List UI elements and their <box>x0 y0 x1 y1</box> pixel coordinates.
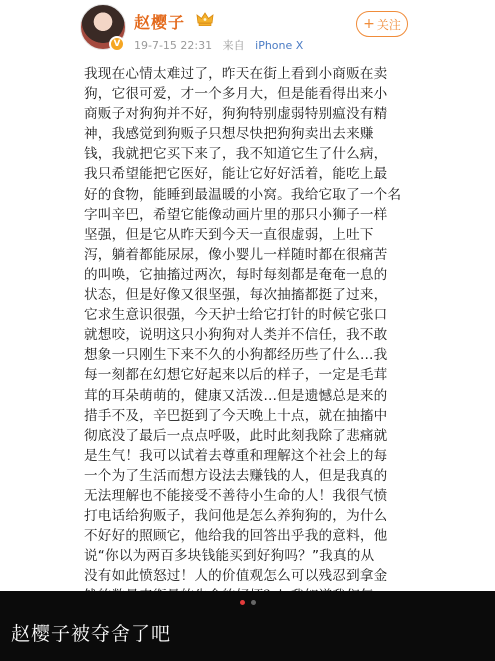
follow-button[interactable] <box>356 11 408 37</box>
post-header <box>0 0 495 62</box>
caption-text: 赵樱子被夺舍了吧 <box>11 623 172 645</box>
post-device[interactable]: iPhone X <box>255 39 304 52</box>
post-body-line: 我只希望能把它医好，能让它好好活着，能吃上最 <box>84 166 388 183</box>
post-body-line: 茸的耳朵萌萌的，健康又活泼…但是遗憾总是来的 <box>84 387 388 404</box>
post-body-line: 说“你以为两百多块钱能买到好狗吗？”我真的从 <box>84 548 375 565</box>
post-timestamp: 19-7-15 22:31 <box>134 39 213 52</box>
post-body-line: 措手不及，辛巴挺到了今天晚上十点，就在抽搐中 <box>84 407 388 424</box>
post-body-line: 每一刻都在幻想它好起来以后的样子，一定是毛茸 <box>84 367 388 384</box>
post-body-line: 神，我感觉到狗贩子只想尽快把狗狗卖出去来赚 <box>84 126 374 143</box>
plus-icon: + <box>363 16 375 32</box>
crown-icon <box>196 11 214 27</box>
post-body-line: 我现在心情太难过了，昨天在街上看到小商贩在卖 <box>84 66 388 82</box>
post-body-line: 彻底没了最后一点点呼吸，此时此刻我除了悲痛就 <box>84 427 388 444</box>
post-body-line: 的叫唤，它抽搐过两次，每时每刻都是奄奄一息的 <box>84 266 388 283</box>
verified-badge-mark: V <box>113 39 121 49</box>
post-body-line: 状态，但是好像又很坚强，每次抽搐都挺了过来， <box>84 287 388 304</box>
post-body <box>84 64 414 607</box>
post-body-line: 不好好的照顾它，他给我的回答出乎我的意料，他 <box>84 528 388 545</box>
post-body-line: 商贩子对狗狗并不好，狗狗特别虚弱特别瘟没有精 <box>84 106 388 123</box>
follow-label: 关注 <box>376 17 401 32</box>
post-body-line: 好的食物，能睡到最温暖的小窝。我给它取了一个名 <box>84 186 402 203</box>
pagination-dot-active[interactable] <box>240 600 245 605</box>
post-body-line: 是生气！我可以试着去尊重和理解这个社会上的每 <box>84 447 388 464</box>
post-body-line: 没有如此愤怒过！人的价值观怎么可以残忍到拿金 <box>84 568 388 585</box>
post-body-line: 想象一只刚生下来不久的小狗都经历些了什么…我 <box>84 347 388 364</box>
pagination-dots <box>0 600 495 605</box>
post-body-line: 泻，躺着都能尿尿，像小婴儿一样随时都在很痛苦 <box>84 246 388 263</box>
post-body-line: 坚强，但是它从昨天到今天一直很虚弱，上吐下 <box>84 226 374 243</box>
post-body-line: 无法理解也不能接受不善待小生命的人！我很气愤 <box>84 487 388 504</box>
post-body-line: 字叫辛巴，希望它能像动画片里的那只小狮子一样 <box>84 206 388 223</box>
post-meta <box>134 37 303 53</box>
caption-bar <box>0 591 495 661</box>
post-body-line: 钱，我就把它买下来了，我不知道它生了什么病， <box>84 146 388 163</box>
username[interactable]: 赵樱子 <box>134 13 186 32</box>
verified-badge-icon <box>109 36 125 52</box>
post-body-line: 狗，它很可爱，才一个多月大，但是能看得出来小 <box>84 86 388 103</box>
post-body-line: 一个为了生活而想方设法去赚钱的人，但是我真的 <box>84 467 388 484</box>
post-body-line: 打电话给狗贩子，我问他是怎么养狗狗的，为什么 <box>84 508 388 525</box>
post-source-prefix: 来自 <box>222 39 245 52</box>
post-body-line: 它求生意识很强，今天护士给它打针的时候它张口 <box>84 307 388 324</box>
post-body-line: 就想咬，说明这只小狗狗对人类并不信任，我不敢 <box>84 327 388 344</box>
pagination-dot[interactable] <box>251 600 256 605</box>
